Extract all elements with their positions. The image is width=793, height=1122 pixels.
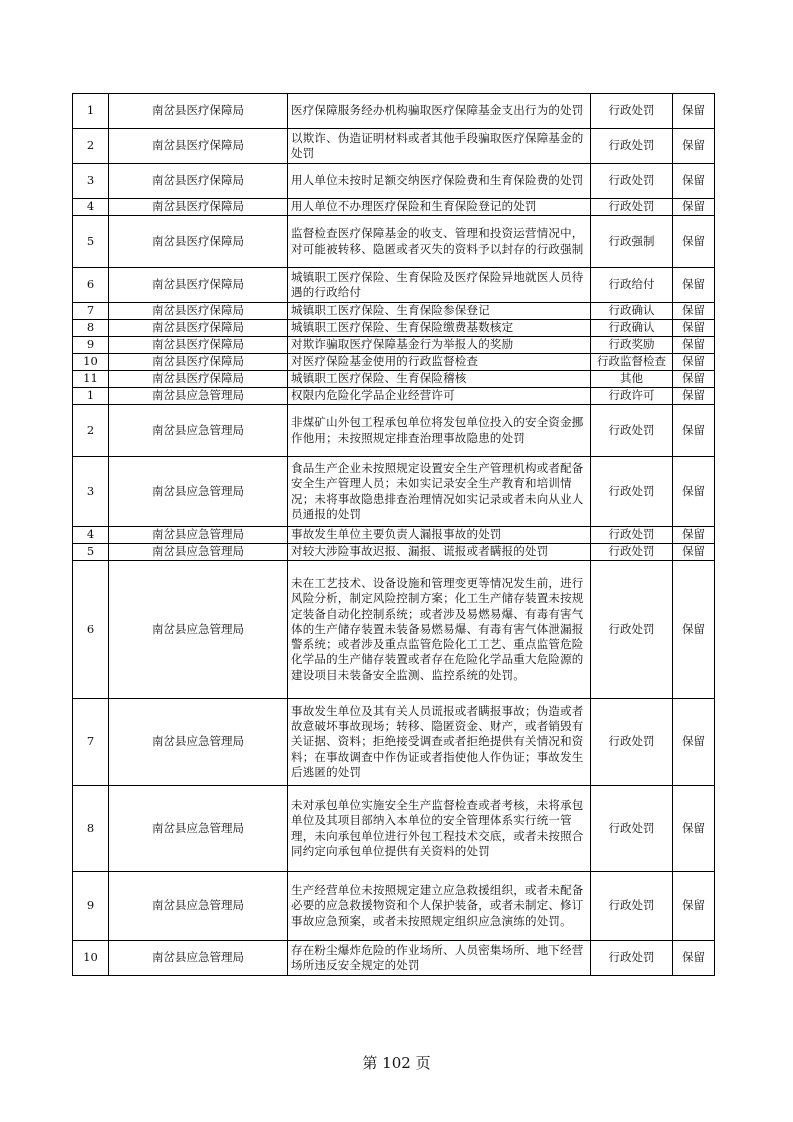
row-number: 1 bbox=[73, 94, 109, 129]
power-item-name: 生产经营单位未按照规定建立应急救援组织，或者未配备必要的应急救援物资和个人保护装备，或者未制定、修订事故应急预案，或者未按照规定组织应急演练的处罚。 bbox=[288, 872, 591, 941]
handling-status: 保留 bbox=[673, 199, 715, 216]
table-row bbox=[73, 527, 715, 544]
power-type: 行政奖励 bbox=[591, 337, 673, 354]
department-name: 南岔县应急管理局 bbox=[109, 405, 288, 457]
department-name: 南岔县医疗保障局 bbox=[109, 94, 288, 129]
table-row bbox=[73, 371, 715, 388]
page-number: 第 102 页 bbox=[362, 1054, 431, 1072]
department-name: 南岔县应急管理局 bbox=[109, 786, 288, 872]
row-number: 5 bbox=[73, 216, 109, 268]
table-row bbox=[73, 268, 715, 303]
handling-status: 保留 bbox=[673, 268, 715, 303]
power-type: 行政处罚 bbox=[591, 544, 673, 561]
handling-status: 保留 bbox=[673, 320, 715, 337]
power-type: 行政处罚 bbox=[591, 199, 673, 216]
row-number: 3 bbox=[73, 457, 109, 527]
row-number: 6 bbox=[73, 268, 109, 303]
row-number: 4 bbox=[73, 199, 109, 216]
department-name: 南岔县应急管理局 bbox=[109, 457, 288, 527]
department-name: 南岔县医疗保障局 bbox=[109, 129, 288, 164]
table-row bbox=[73, 561, 715, 699]
row-number: 2 bbox=[73, 405, 109, 457]
power-item-name: 事故发生单位及其有关人员谎报或者瞒报事故；伪造或者故意破坏事故现场；转移、隐匿资金、财产，或者销毁有关证据、资料；拒绝接受调查或者拒绝提供有关情况和资料；在事故调查中作伪证或者指使他人作伪证；事故发生后逃匿的处罚 bbox=[288, 699, 591, 786]
power-item-name: 未在工艺技术、设备设施和管理变更等情况发生前，进行风险分析，制定风险控制方案；化工生产储存装置未按规定装备自动化控制系统；或者涉及易燃易爆、有毒有害气体的生产储存装置未装备易燃易爆、有毒有害气体泄漏报警系统；或者涉及重点监管危险化工工艺、重点监管危险化学品的生产储存装置或者存在危险化学品重大危险源的建设项目未装备安全监测、监控系统的处罚。 bbox=[288, 561, 591, 699]
table-row bbox=[73, 786, 715, 872]
department-name: 南岔县应急管理局 bbox=[109, 388, 288, 405]
power-type: 行政处罚 bbox=[591, 129, 673, 164]
power-item-name: 城镇职工医疗保险、生育保险参保登记 bbox=[288, 303, 591, 320]
table-row bbox=[73, 337, 715, 354]
department-name: 南岔县应急管理局 bbox=[109, 527, 288, 544]
table-body bbox=[73, 94, 715, 976]
department-name: 南岔县医疗保障局 bbox=[109, 303, 288, 320]
department-name: 南岔县医疗保障局 bbox=[109, 216, 288, 268]
row-number: 6 bbox=[73, 561, 109, 699]
power-type: 其他 bbox=[591, 371, 673, 388]
power-item-name: 城镇职工医疗保险、生育保险及医疗保险异地就医人员待遇的行政给付 bbox=[288, 268, 591, 303]
power-item-name: 对较大涉险事故迟报、漏报、谎报或者瞒报的处罚 bbox=[288, 544, 591, 561]
row-number: 9 bbox=[73, 872, 109, 941]
handling-status: 保留 bbox=[673, 354, 715, 371]
table-row bbox=[73, 320, 715, 337]
table-row bbox=[73, 94, 715, 129]
power-type: 行政强制 bbox=[591, 216, 673, 268]
row-number: 11 bbox=[73, 371, 109, 388]
power-type: 行政监督检查 bbox=[591, 354, 673, 371]
handling-status: 保留 bbox=[673, 405, 715, 457]
power-item-name: 权限内危险化学品企业经营许可 bbox=[288, 388, 591, 405]
power-type: 行政处罚 bbox=[591, 457, 673, 527]
table-row bbox=[73, 354, 715, 371]
table-row bbox=[73, 164, 715, 199]
department-name: 南岔县应急管理局 bbox=[109, 544, 288, 561]
row-number: 10 bbox=[73, 941, 109, 976]
department-name: 南岔县医疗保障局 bbox=[109, 337, 288, 354]
power-type: 行政确认 bbox=[591, 303, 673, 320]
handling-status: 保留 bbox=[673, 164, 715, 199]
handling-status: 保留 bbox=[673, 544, 715, 561]
handling-status: 保留 bbox=[673, 303, 715, 320]
department-name: 南岔县应急管理局 bbox=[109, 941, 288, 976]
power-type: 行政处罚 bbox=[591, 561, 673, 699]
row-number: 4 bbox=[73, 527, 109, 544]
table-row bbox=[73, 699, 715, 786]
table-row bbox=[73, 303, 715, 320]
row-number: 3 bbox=[73, 164, 109, 199]
row-number: 10 bbox=[73, 354, 109, 371]
row-number: 9 bbox=[73, 337, 109, 354]
power-item-name: 用人单位未按时足额交纳医疗保险费和生育保险费的处罚 bbox=[288, 164, 591, 199]
handling-status: 保留 bbox=[673, 457, 715, 527]
table-row bbox=[73, 941, 715, 976]
row-number: 7 bbox=[73, 303, 109, 320]
power-type: 行政处罚 bbox=[591, 405, 673, 457]
handling-status: 保留 bbox=[673, 699, 715, 786]
power-item-name: 监督检查医疗保障基金的收支、管理和投资运营情况中，对可能被转移、隐匿或者灭失的资料予以封存的行政强制 bbox=[288, 216, 591, 268]
table-row bbox=[73, 199, 715, 216]
table-row bbox=[73, 216, 715, 268]
power-type: 行政许可 bbox=[591, 388, 673, 405]
power-type: 行政给付 bbox=[591, 268, 673, 303]
table-row bbox=[73, 872, 715, 941]
power-type: 行政处罚 bbox=[591, 164, 673, 199]
row-number: 8 bbox=[73, 786, 109, 872]
power-item-name: 未对承包单位实施安全生产监督检查或者考核，未将承包单位及其项目部纳入本单位的安全管理体系实行统一管理，未向承包单位进行外包工程技术交底，或者未按照合同约定向承包单位提供有关资料的处罚 bbox=[288, 786, 591, 872]
power-type: 行政处罚 bbox=[591, 94, 673, 129]
power-item-name: 城镇职工医疗保险、生育保险缴费基数核定 bbox=[288, 320, 591, 337]
power-type: 行政处罚 bbox=[591, 872, 673, 941]
power-list-table bbox=[72, 93, 715, 976]
table-row bbox=[73, 388, 715, 405]
power-item-name: 存在粉尘爆炸危险的作业场所、人员密集场所、地下经营场所违反安全规定的处罚 bbox=[288, 941, 591, 976]
department-name: 南岔县应急管理局 bbox=[109, 699, 288, 786]
department-name: 南岔县医疗保障局 bbox=[109, 354, 288, 371]
handling-status: 保留 bbox=[673, 786, 715, 872]
row-number: 2 bbox=[73, 129, 109, 164]
power-item-name: 用人单位不办理医疗保险和生育保险登记的处罚 bbox=[288, 199, 591, 216]
department-name: 南岔县医疗保障局 bbox=[109, 320, 288, 337]
department-name: 南岔县医疗保障局 bbox=[109, 164, 288, 199]
table-row bbox=[73, 457, 715, 527]
table-row bbox=[73, 129, 715, 164]
power-item-name: 医疗保障服务经办机构骗取医疗保障基金支出行为的处罚 bbox=[288, 94, 591, 129]
row-number: 5 bbox=[73, 544, 109, 561]
power-item-name: 事故发生单位主要负责人漏报事故的处罚 bbox=[288, 527, 591, 544]
handling-status: 保留 bbox=[673, 337, 715, 354]
handling-status: 保留 bbox=[673, 941, 715, 976]
handling-status: 保留 bbox=[673, 527, 715, 544]
handling-status: 保留 bbox=[673, 371, 715, 388]
handling-status: 保留 bbox=[673, 94, 715, 129]
department-name: 南岔县应急管理局 bbox=[109, 561, 288, 699]
department-name: 南岔县应急管理局 bbox=[109, 872, 288, 941]
power-item-name: 对医疗保险基金使用的行政监督检查 bbox=[288, 354, 591, 371]
handling-status: 保留 bbox=[673, 216, 715, 268]
power-type: 行政确认 bbox=[591, 320, 673, 337]
power-item-name: 食品生产企业未按照规定设置安全生产管理机构或者配备安全生产管理人员；未如实记录安全生产教育和培训情况；未将事故隐患排查治理情况如实记录或者未向从业人员通报的处罚 bbox=[288, 457, 591, 527]
handling-status: 保留 bbox=[673, 129, 715, 164]
power-item-name: 以欺诈、伪造证明材料或者其他手段骗取医疗保障基金的处罚 bbox=[288, 129, 591, 164]
department-name: 南岔县医疗保障局 bbox=[109, 268, 288, 303]
table-row bbox=[73, 544, 715, 561]
row-number: 1 bbox=[73, 388, 109, 405]
power-type: 行政处罚 bbox=[591, 786, 673, 872]
handling-status: 保留 bbox=[673, 561, 715, 699]
department-name: 南岔县医疗保障局 bbox=[109, 199, 288, 216]
power-item-name: 对欺诈骗取医疗保障基金行为举报人的奖励 bbox=[288, 337, 591, 354]
power-item-name: 非煤矿山外包工程承包单位将发包单位投入的安全资金挪作他用；未按照规定排查治理事故隐患的处罚 bbox=[288, 405, 591, 457]
power-item-name: 城镇职工医疗保险、生育保险稽核 bbox=[288, 371, 591, 388]
power-type: 行政处罚 bbox=[591, 941, 673, 976]
power-type: 行政处罚 bbox=[591, 527, 673, 544]
handling-status: 保留 bbox=[673, 872, 715, 941]
row-number: 8 bbox=[73, 320, 109, 337]
power-type: 行政处罚 bbox=[591, 699, 673, 786]
department-name: 南岔县医疗保障局 bbox=[109, 371, 288, 388]
table-row bbox=[73, 405, 715, 457]
row-number: 7 bbox=[73, 699, 109, 786]
handling-status: 保留 bbox=[673, 388, 715, 405]
